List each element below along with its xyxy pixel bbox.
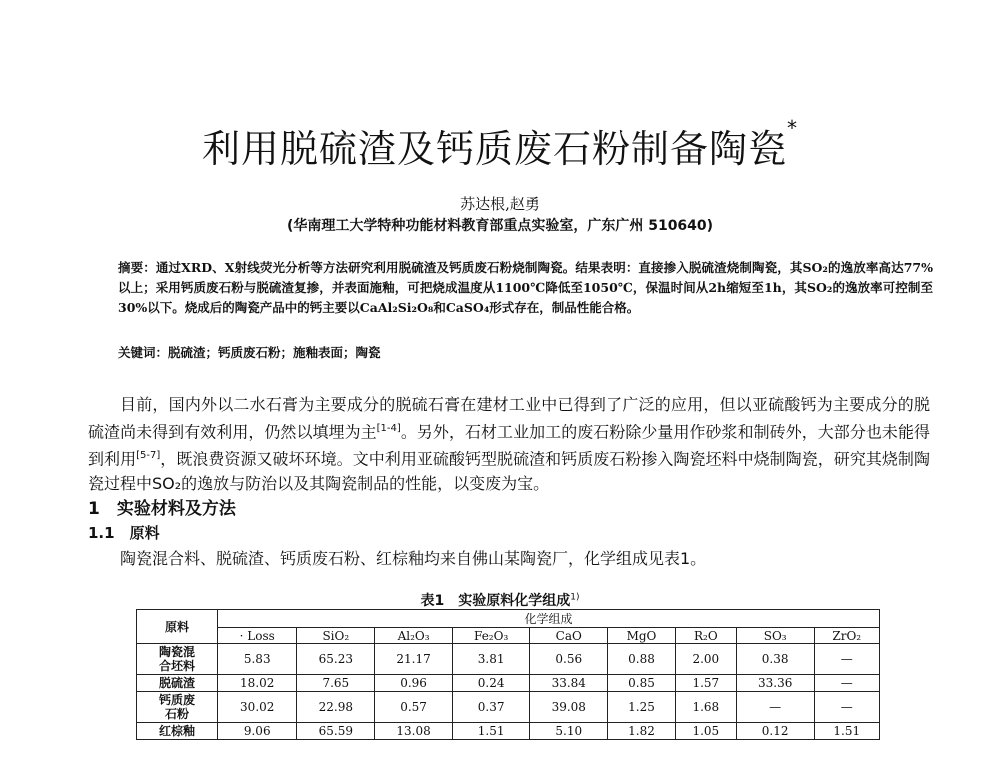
table-cell: 18.02 — [218, 675, 297, 692]
table-cell: — — [814, 675, 879, 692]
chemical-composition-table — [136, 609, 880, 740]
column-header: Al₂O₃ — [375, 628, 453, 644]
table-caption — [0, 590, 1000, 610]
title-footnote-mark: * — [787, 116, 798, 140]
row-name-line: 合坯料 — [158, 659, 195, 673]
keywords-label: 关键词： — [118, 345, 169, 360]
table-cell: — — [736, 692, 814, 723]
table-cell: 2.00 — [675, 644, 736, 675]
column-header: Fe₂O₃ — [452, 628, 529, 644]
table-cell: — — [814, 644, 879, 675]
row-name — [137, 692, 218, 723]
column-header: SiO₂ — [297, 628, 375, 644]
table-cell: 0.88 — [608, 644, 676, 675]
abstract — [118, 258, 933, 318]
keywords — [118, 343, 933, 361]
row-name — [137, 644, 218, 675]
table-cell: 1.05 — [675, 723, 736, 740]
table-cell: 65.23 — [297, 644, 375, 675]
column-header: CaO — [530, 628, 608, 644]
table-cell: 7.65 — [297, 675, 375, 692]
table-cell: 22.98 — [297, 692, 375, 723]
table-cell: 0.96 — [375, 675, 453, 692]
table-cell: 1.25 — [608, 692, 676, 723]
table-cell: 1.82 — [608, 723, 676, 740]
intro-text-1: 目前，国内外以二水石膏为主要成分的脱硫石膏在建材工业中已得到了广泛的应用，但以亚硫酸钙为主要成分的脱硫渣尚未得到有效利用，仍然以填埋为主 — [88, 395, 930, 442]
table-cell: 1.51 — [452, 723, 529, 740]
row-name-line: 石粉 — [164, 707, 189, 721]
intro-text-3: ，既浪费资源又破坏环境。文中利用亚硫酸钙型脱硫渣和钙质废石粉掺入陶瓷坯料中烧制陶瓷，研究其烧制陶瓷过程中SO₂的逸放与防治以及其陶瓷制品的性能，以变废为宝。 — [88, 449, 930, 493]
table-cell: 39.08 — [530, 692, 608, 723]
table-cell: 9.06 — [218, 723, 297, 740]
abstract-text: 通过XRD、X射线荧光分析等方法研究利用脱硫渣及钙质废石粉烧制陶瓷。结果表明：直接掺入脱硫渣烧制陶瓷，其SO₂的逸放率高达77%以上；采用钙质废石粉与脱硫渣复掺，并表面施釉，可把烧成温度从1100℃降低至1050℃，保温时间从2h缩短至1h，其SO₂的逸放率可控制至30%以下。烧成后的陶瓷产品中的钙主要以CaAl₂Si₂O₈和CaSO₄形式存在，制品性能合格。 — [118, 260, 933, 315]
citation-2: [5-7] — [136, 450, 161, 462]
column-header: R₂O — [675, 628, 736, 644]
table-column-headers — [137, 628, 880, 644]
table-row — [137, 644, 880, 675]
table-cell: 5.83 — [218, 644, 297, 675]
intro-paragraph — [88, 393, 930, 496]
table-row — [137, 692, 880, 723]
table-cell: 1.51 — [814, 723, 879, 740]
keywords-text: 脱硫渣；钙质废石粉；施釉表面；陶瓷 — [168, 345, 381, 360]
paper-title — [0, 118, 1000, 173]
table-cell: 1.57 — [675, 675, 736, 692]
abstract-label: 摘要： — [118, 260, 156, 275]
table-cell: — — [814, 692, 879, 723]
row-name-line: 陶瓷混 — [158, 645, 195, 659]
table-row — [137, 723, 880, 740]
table-row — [137, 675, 880, 692]
table-cell: 0.57 — [375, 692, 453, 723]
table-cell: 1.68 — [675, 692, 736, 723]
table-cell: 0.56 — [530, 644, 608, 675]
table-cell: 33.84 — [530, 675, 608, 692]
table-cell: 13.08 — [375, 723, 453, 740]
table-cell: 0.37 — [452, 692, 529, 723]
table-row-header: 原料 — [137, 610, 218, 644]
table-cell: 33.36 — [736, 675, 814, 692]
column-header: ZrO₂ — [814, 628, 879, 644]
table-cell: 5.10 — [530, 723, 608, 740]
table-cell: 30.02 — [218, 692, 297, 723]
table-cell: 3.81 — [452, 644, 529, 675]
table-cell: 0.85 — [608, 675, 676, 692]
table-caption-text: 表1 实验原料化学组成 — [420, 593, 571, 609]
column-header: · Loss — [218, 628, 297, 644]
column-header: SO₃ — [736, 628, 814, 644]
column-header: MgO — [608, 628, 676, 644]
section-heading-1: 1 实验材料及方法 — [88, 499, 236, 519]
table-cell: 21.17 — [375, 644, 453, 675]
table-group-header: 化学组成 — [218, 610, 880, 628]
table-cell: 0.12 — [736, 723, 814, 740]
row-name: 脱硫渣 — [137, 675, 218, 692]
intro-text-2: 。另外，石材工业加工的废石粉除少量用作砂浆和制砖外，大部分也未能得到利用 — [88, 422, 930, 469]
section-heading-1-1: 1.1 原料 — [88, 524, 160, 542]
table-cell: 0.38 — [736, 644, 814, 675]
table-cell: 65.59 — [297, 723, 375, 740]
table-caption-note: 1) — [570, 592, 580, 603]
citation-1: [1-4] — [376, 423, 401, 434]
authors: 苏达根,赵勇 — [460, 195, 540, 213]
affiliation: (华南理工大学特种功能材料教育部重点实验室，广东广州 510640) — [286, 218, 714, 234]
row-name-line: 钙质废 — [158, 693, 195, 707]
row-name: 红棕釉 — [137, 723, 218, 740]
materials-paragraph: 陶瓷混合料、脱硫渣、钙质废石粉、红棕釉均来自佛山某陶瓷厂，化学组成见表1。 — [120, 549, 707, 568]
table-cell: 0.24 — [452, 675, 529, 692]
title-text: 利用脱硫渣及钙质废石粉制备陶瓷 — [201, 127, 787, 171]
